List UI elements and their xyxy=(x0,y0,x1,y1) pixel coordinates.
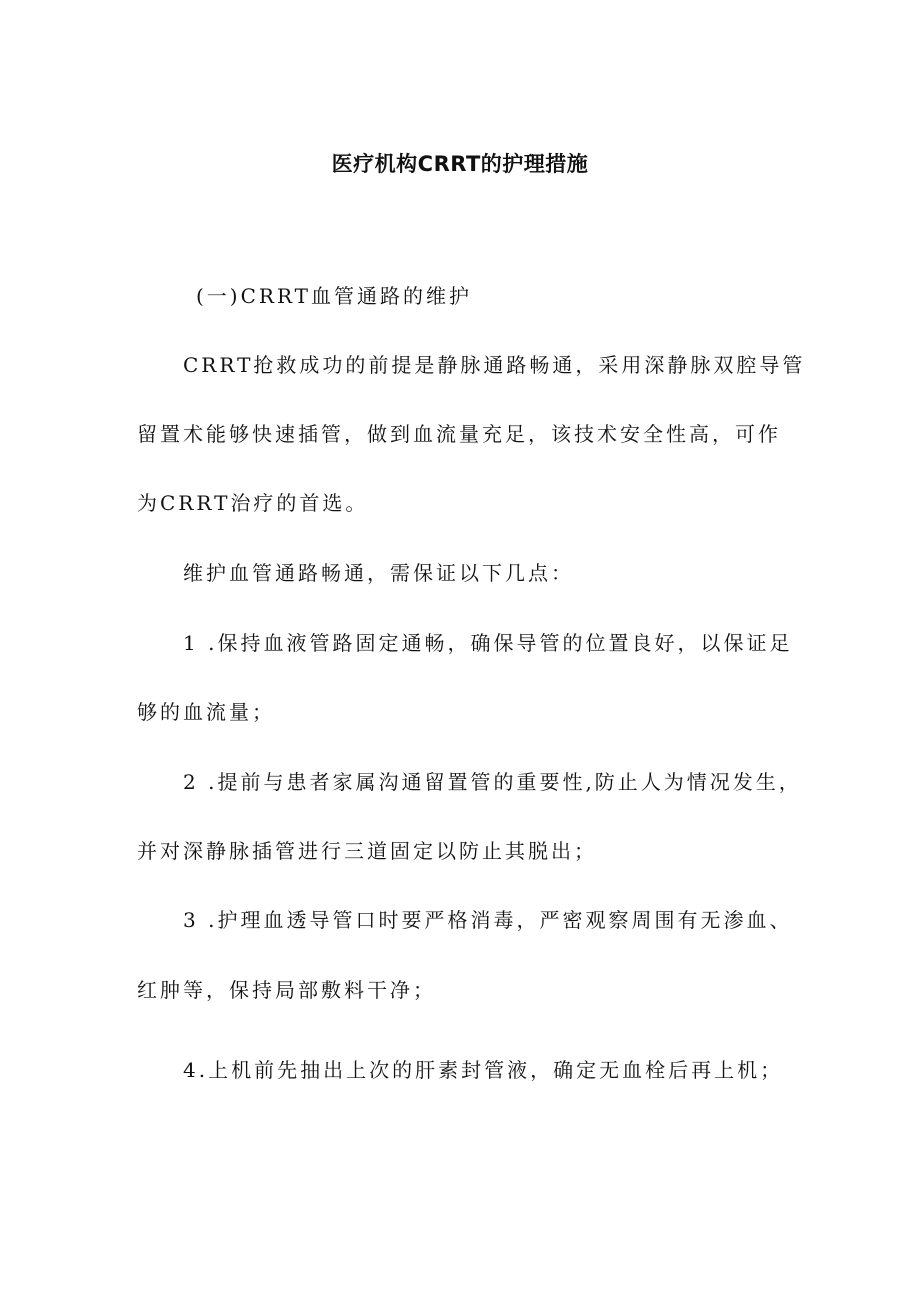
list-item-line: 4.上机前先抽出上次的肝素封管液，确定无血栓后再上机； xyxy=(183,1058,784,1082)
paragraph-line: 维护血管通路畅通，需保证以下几点： xyxy=(183,561,574,585)
list-item-line: 2 .提前与患者家属沟通留置管的重要性,防止人为情况发生， xyxy=(183,770,802,794)
section-heading: (一)CRRT血管通路的维护 xyxy=(196,284,473,308)
document-title: 医疗机构CRRT的护理措施 xyxy=(331,152,589,176)
list-item-line: 够的血流量； xyxy=(137,700,275,724)
list-item-line: 1 .保持血液管路固定通畅，确保导管的位置良好，以保证足 xyxy=(183,631,793,655)
paragraph-line: 为CRRT治疗的首选。 xyxy=(137,491,369,515)
list-item-line: 红肿等，保持局部敷料干净； xyxy=(137,978,436,1002)
list-item-line: 并对深静脉插管进行三道固定以防止其脱出； xyxy=(137,839,597,863)
paragraph-line: 留置术能够快速插管，做到血流量充足，该技术安全性高，可作 xyxy=(137,422,781,446)
list-item-line: 3 .护理血透导管口时要严格消毒，严密观察周围有无渗血、 xyxy=(183,908,793,932)
paragraph-line: CRRT抢救成功的前提是静脉通路畅通，采用深静脉双腔导管 xyxy=(183,353,806,377)
